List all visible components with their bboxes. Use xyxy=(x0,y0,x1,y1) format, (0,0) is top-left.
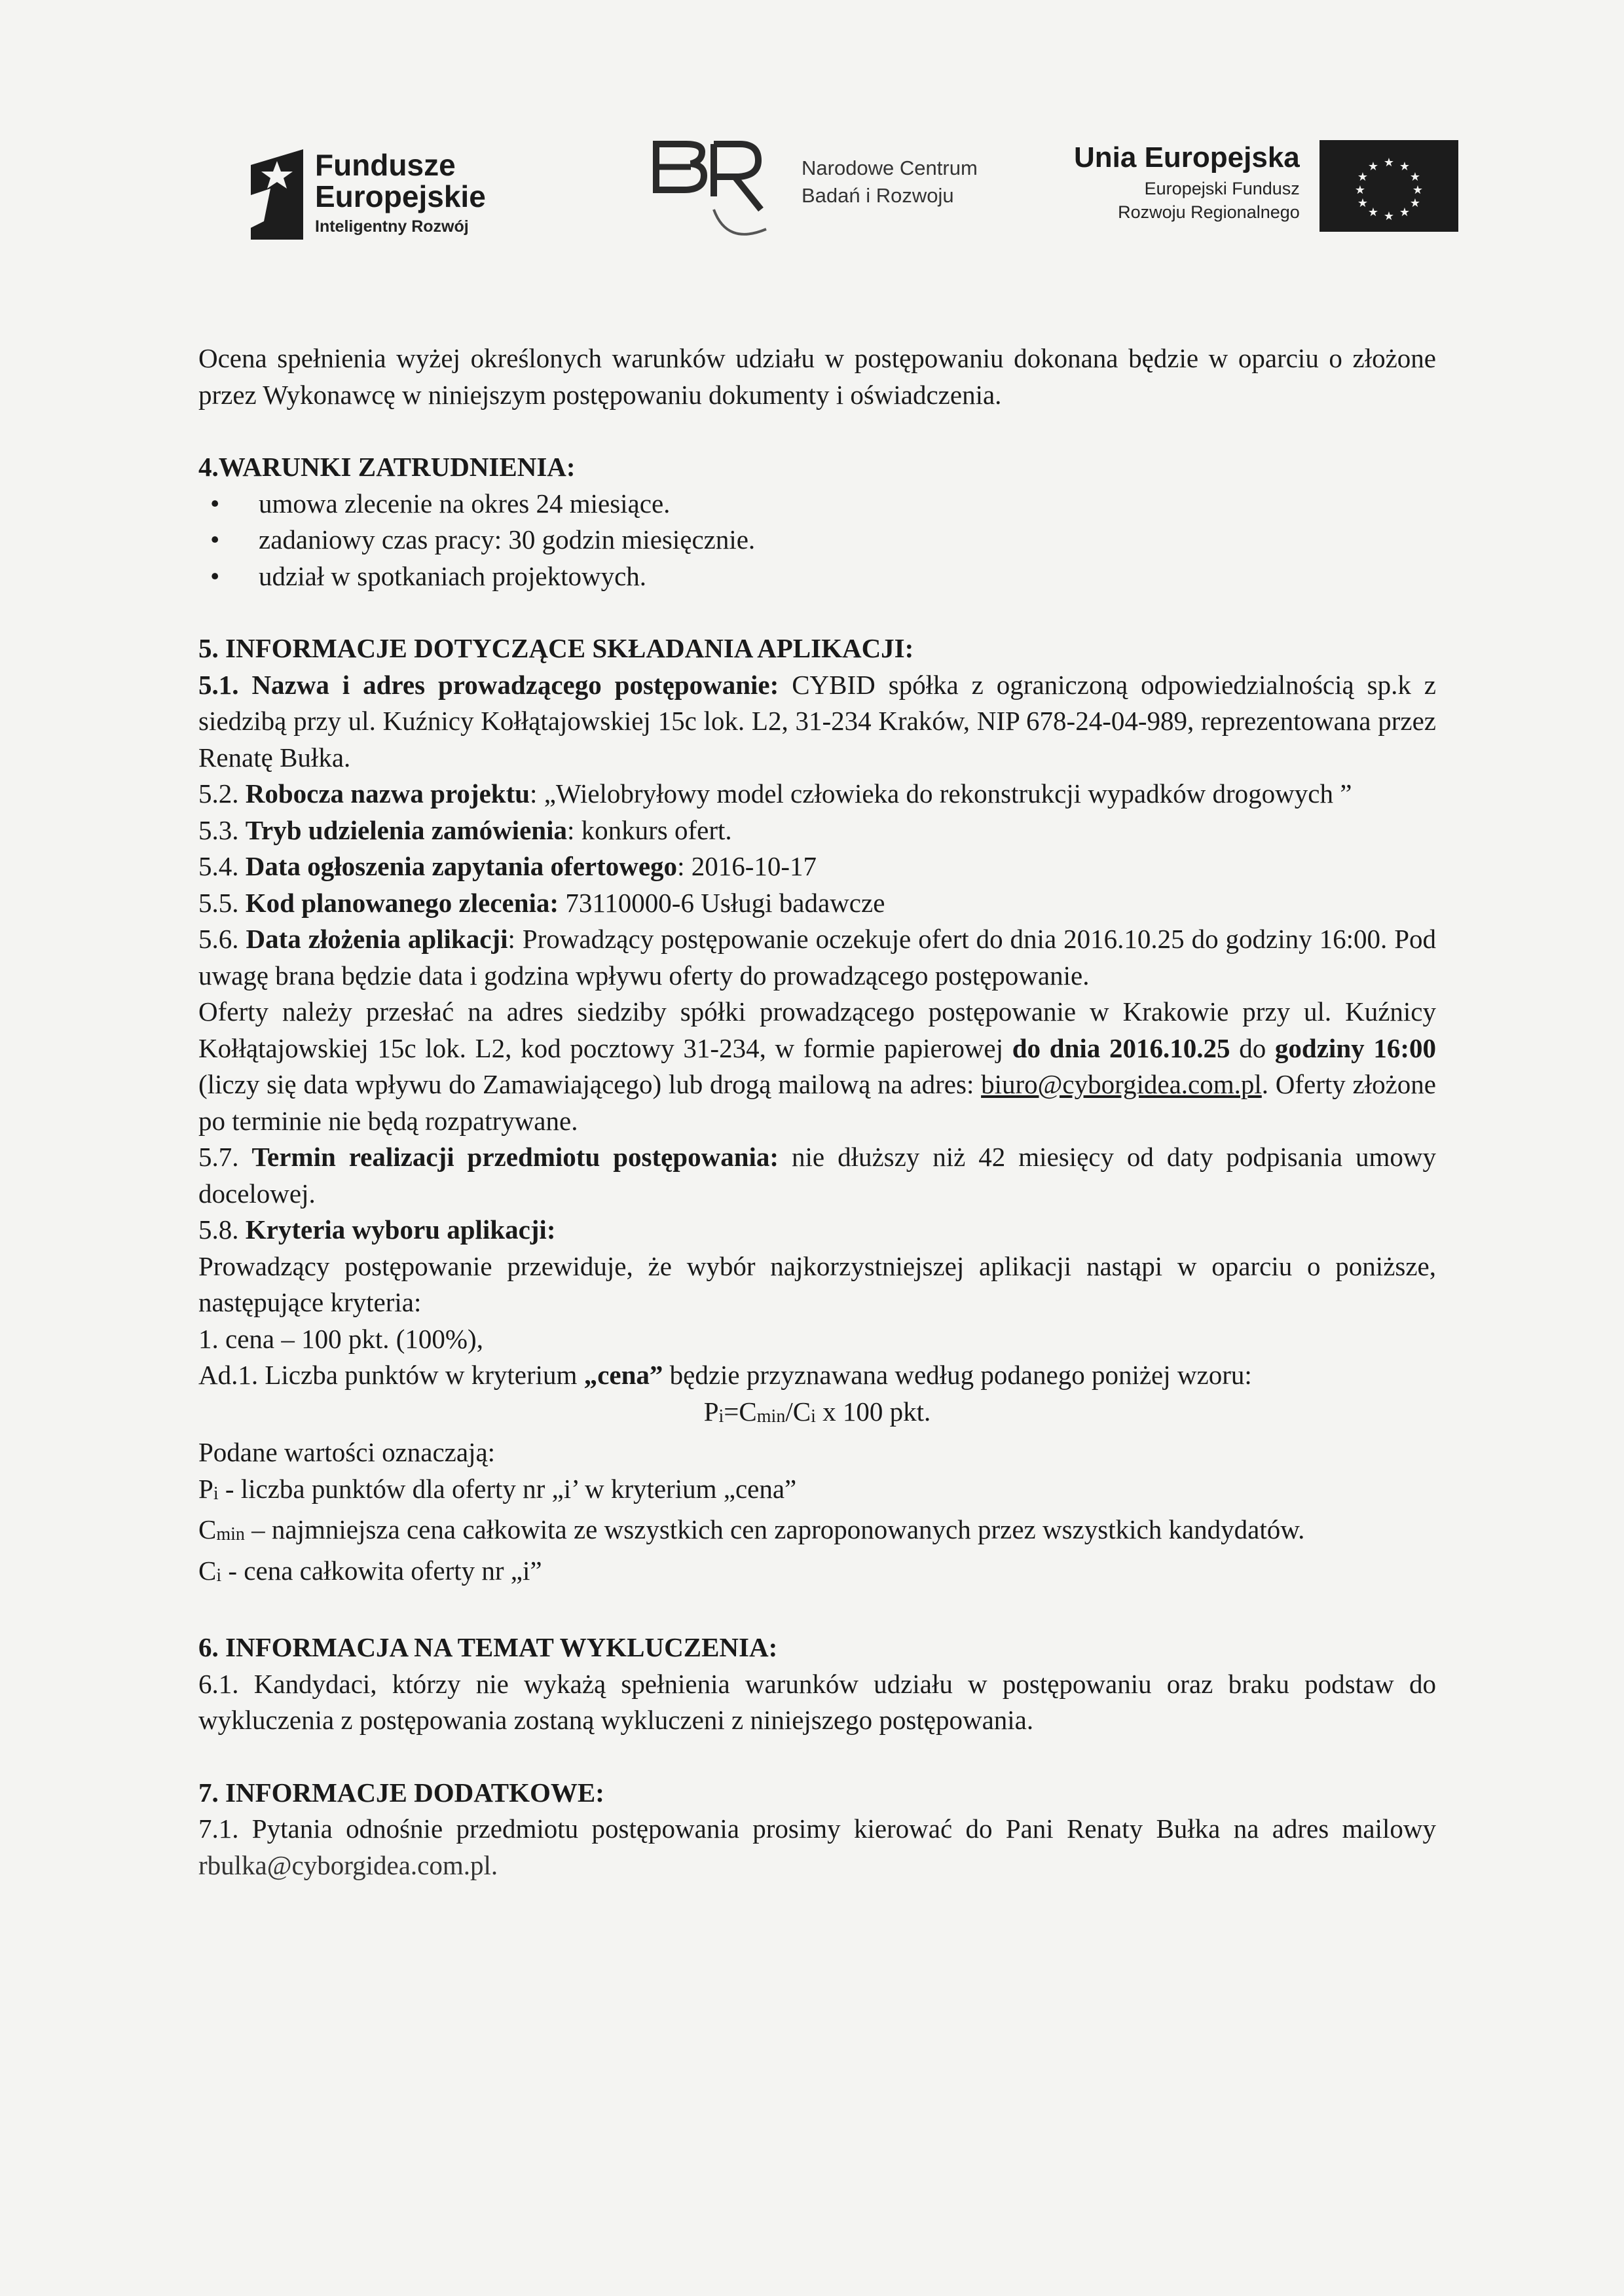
list-item: • udział w spotkaniach projektowych. xyxy=(198,558,1436,595)
p56-num: 5.6. xyxy=(198,924,246,954)
contact-email-link[interactable]: rbulka@cyborgidea.com.pl. xyxy=(198,1850,498,1880)
paragraph-5-2 xyxy=(198,776,1436,812)
p54-label: Data ogłoszenia zapytania ofertowego xyxy=(245,851,678,881)
fundusze-flag-icon xyxy=(251,149,303,240)
unia-europejska-logo xyxy=(1074,139,1458,232)
svg-text:★: ★ xyxy=(1409,196,1420,210)
intro-paragraph: Ocena spełnienia wyżej określonych warunków udziału w postępowaniu dokonana będzie w oparciu o złożone przez Wykonawcę w niniejszym postępowaniu dokumenty i oświadczenia. xyxy=(198,343,1436,410)
legend-cmin-symbol: C xyxy=(198,1514,217,1544)
p57-label: Termin realizacji przedmiotu postępowania: xyxy=(251,1142,779,1172)
scoring-formula xyxy=(198,1394,1436,1435)
criterion-1: 1. cena – 100 pkt. (100%), xyxy=(198,1323,483,1354)
paragraph-5-8 xyxy=(198,1212,1436,1248)
offers-deadline-hour: godziny 16:00 xyxy=(1274,1032,1436,1063)
paragraph-5-4 xyxy=(198,848,1436,885)
paragraph-5-5 xyxy=(198,885,1436,922)
section-7-heading: 7. INFORMACJE DODATKOWE: xyxy=(198,1777,604,1808)
svg-text:★: ★ xyxy=(1354,183,1365,197)
formula-p: P xyxy=(703,1396,719,1427)
svg-text:★: ★ xyxy=(1399,160,1410,173)
p57-num: 5.7. xyxy=(198,1142,252,1172)
fe-line2: Europejskie xyxy=(315,179,486,213)
ad1-text-a: Ad.1. Liczba punktów w kryterium xyxy=(198,1360,584,1390)
p53-label: Tryb udzielenia zamówienia xyxy=(245,814,567,845)
ue-line3: Rozwoju Regionalnego xyxy=(1118,202,1300,222)
formula-eq: =C xyxy=(724,1396,757,1427)
p52-text: : „Wielobryłowy model człowieka do rekonstrukcji wypadków drogowych ” xyxy=(530,778,1352,809)
ncbr-line2: Badań i Rozwoju xyxy=(802,184,954,207)
fe-line1: Fundusze xyxy=(315,148,456,182)
svg-text:★: ★ xyxy=(1357,170,1368,184)
ncbr-line1: Narodowe Centrum xyxy=(802,156,978,179)
p71-text: 7.1. Pytania odnośnie przedmiotu postępowania prosimy kierować do Pani Renaty Bułka na adres mailowy xyxy=(198,1813,1436,1844)
p58-label: Kryteria wyboru aplikacji: xyxy=(245,1214,556,1245)
paragraph-5-6 xyxy=(198,921,1436,994)
document-body xyxy=(198,340,1436,1884)
legend-pi-symbol: P xyxy=(198,1473,213,1504)
legend-cmin xyxy=(198,1512,1436,1553)
offers-text-e: (liczy się data wpływu do Zamawiającego) lub drogą mailową na adres: xyxy=(198,1069,982,1099)
p51-text: CYBID spółka z ograniczoną odpowiedzialnością sp.k z siedzibą przy ul. Kuźnicy Kołłątajowskiej 15c lok. L2, 31-234 Kraków, NIP 678-24-04-989, reprezentowana przez Renatę Bułka. xyxy=(198,669,1436,773)
legend-ci-symbol: C xyxy=(198,1555,217,1586)
formula-sub-i: i xyxy=(718,1406,724,1427)
ue-line2: Europejski Fundusz xyxy=(1144,179,1300,198)
ad1-paragraph xyxy=(198,1357,1436,1394)
legend-cmin-sub: min xyxy=(216,1524,245,1544)
svg-text:★: ★ xyxy=(1409,170,1420,184)
paragraph-5-1 xyxy=(198,667,1436,776)
p54-num: 5.4. xyxy=(198,851,246,881)
formula-sub-i2: i xyxy=(811,1406,816,1427)
legend-ci-text: - cena całkowita oferty nr „i” xyxy=(221,1555,542,1586)
svg-text:★: ★ xyxy=(1367,160,1378,173)
p53-text: : konkurs ofert. xyxy=(566,814,732,845)
paragraph-6-1: 6.1. Kandydaci, którzy nie wykażą spełnienia warunków udziału w postępowaniu oraz braku podstaw do wykluczenia z postępowania zostaną wykluczeni z niniejszego postępowania. xyxy=(198,1668,1436,1735)
ad1-cena: „cena” xyxy=(583,1360,663,1390)
legend-ci xyxy=(198,1553,1436,1594)
svg-text:★: ★ xyxy=(1412,183,1423,197)
svg-text:★: ★ xyxy=(1357,196,1368,210)
p55-label: Kod planowanego zlecenia: xyxy=(245,887,559,918)
formula-sub-min: min xyxy=(756,1406,786,1427)
offers-deadline-date: do dnia 2016.10.25 xyxy=(1012,1032,1230,1063)
section-4-heading: 4.WARUNKI ZATRUDNIENIA: xyxy=(198,452,576,482)
paragraph-5-7 xyxy=(198,1139,1436,1212)
legend-pi xyxy=(198,1471,1436,1512)
paragraph-5-3 xyxy=(198,812,1436,849)
paragraph-7-1 xyxy=(198,1811,1436,1884)
p51-label: 5.1. Nazwa i adres prowadzącego postępowanie: xyxy=(198,669,779,700)
legend-ci-sub: i xyxy=(216,1565,222,1586)
p52-num: 5.2. xyxy=(198,778,246,809)
ad1-text-c: będzie przyznawana według podanego poniżej wzoru: xyxy=(663,1360,1252,1390)
ncbr-logo xyxy=(648,131,978,249)
list-item: • umowa zlecenie na okres 24 miesiące. xyxy=(198,486,1436,522)
offers-text-f: . Oferty złożone po terminie nie będą rozpatrywane. xyxy=(198,1069,1436,1136)
p55-num: 5.5. xyxy=(198,887,246,918)
p52-label: Robocza nazwa projektu xyxy=(245,778,530,809)
legend-pi-text: - liczba punktów dla oferty nr „i’ w kryterium „cena” xyxy=(218,1473,797,1504)
criteria-intro: Prowadzący postępowanie przewiduje, że wybór najkorzystniejszej aplikacji nastąpi w oparciu o poniższe, następujące kryteria: xyxy=(198,1250,1436,1317)
p58-num: 5.8. xyxy=(198,1214,246,1245)
section-5-heading: 5. INFORMACJE DOTYCZĄCE SKŁADANIA APLIKACJI: xyxy=(198,633,914,663)
p54-text: : 2016-10-17 xyxy=(677,851,817,881)
formula-div: /C xyxy=(785,1396,811,1427)
section-6-heading: 6. INFORMACJA NA TEMAT WYKLUCZENIA: xyxy=(198,1632,778,1662)
p55-text: 73110000-6 Usługi badawcze xyxy=(559,887,885,918)
ue-line1: Unia Europejska xyxy=(1074,141,1300,173)
legend-cmin-text: – najmniejsza cena całkowita ze wszystkich cen zaproponowanych przez wszystkich kandydatów. xyxy=(244,1514,1305,1544)
offers-paragraph xyxy=(198,994,1436,1139)
fundusze-europejskie-logo xyxy=(251,149,486,241)
employment-conditions-list xyxy=(198,486,1436,595)
eu-flag-icon xyxy=(1320,140,1458,232)
header-logos xyxy=(0,131,1624,262)
offers-text-c: do xyxy=(1230,1032,1275,1063)
p57-text: nie dłuższy niż 42 miesięcy od daty podpisania umowy docelowej. xyxy=(198,1142,1436,1209)
offers-email-link[interactable]: biuro@cyborgidea.com.pl xyxy=(981,1069,1262,1099)
legend-heading: Podane wartości oznaczają: xyxy=(198,1437,496,1467)
fe-line3: Inteligentny Rozwój xyxy=(315,217,469,236)
svg-text:★: ★ xyxy=(1383,156,1394,170)
legend-pi-sub: i xyxy=(213,1483,219,1504)
ncbr-br-icon xyxy=(648,131,792,249)
svg-text:★: ★ xyxy=(1383,210,1394,223)
svg-text:★: ★ xyxy=(1399,206,1410,219)
p53-num: 5.3. xyxy=(198,814,246,845)
formula-rest: x 100 pkt. xyxy=(815,1396,931,1427)
p56-label: Data złożenia aplikacji xyxy=(246,924,508,954)
list-item: • zadaniowy czas pracy: 30 godzin miesięcznie. xyxy=(198,522,1436,558)
p56-text: : Prowadzący postępowanie oczekuje ofert do dnia 2016.10.25 do godziny 16:00. Pod uwagę brana będzie data i godzina wpływu oferty do prowadzącego postępowanie. xyxy=(198,924,1437,991)
svg-text:★: ★ xyxy=(1367,206,1378,219)
offers-text-a: Oferty należy przesłać na adres siedziby spółki prowadzącego postępowanie w Krakowie przy ul. Kuźnicy Kołłątajowskiej 15c lok. L2, kod pocztowy 31-234, w formie papierowej xyxy=(198,996,1436,1063)
